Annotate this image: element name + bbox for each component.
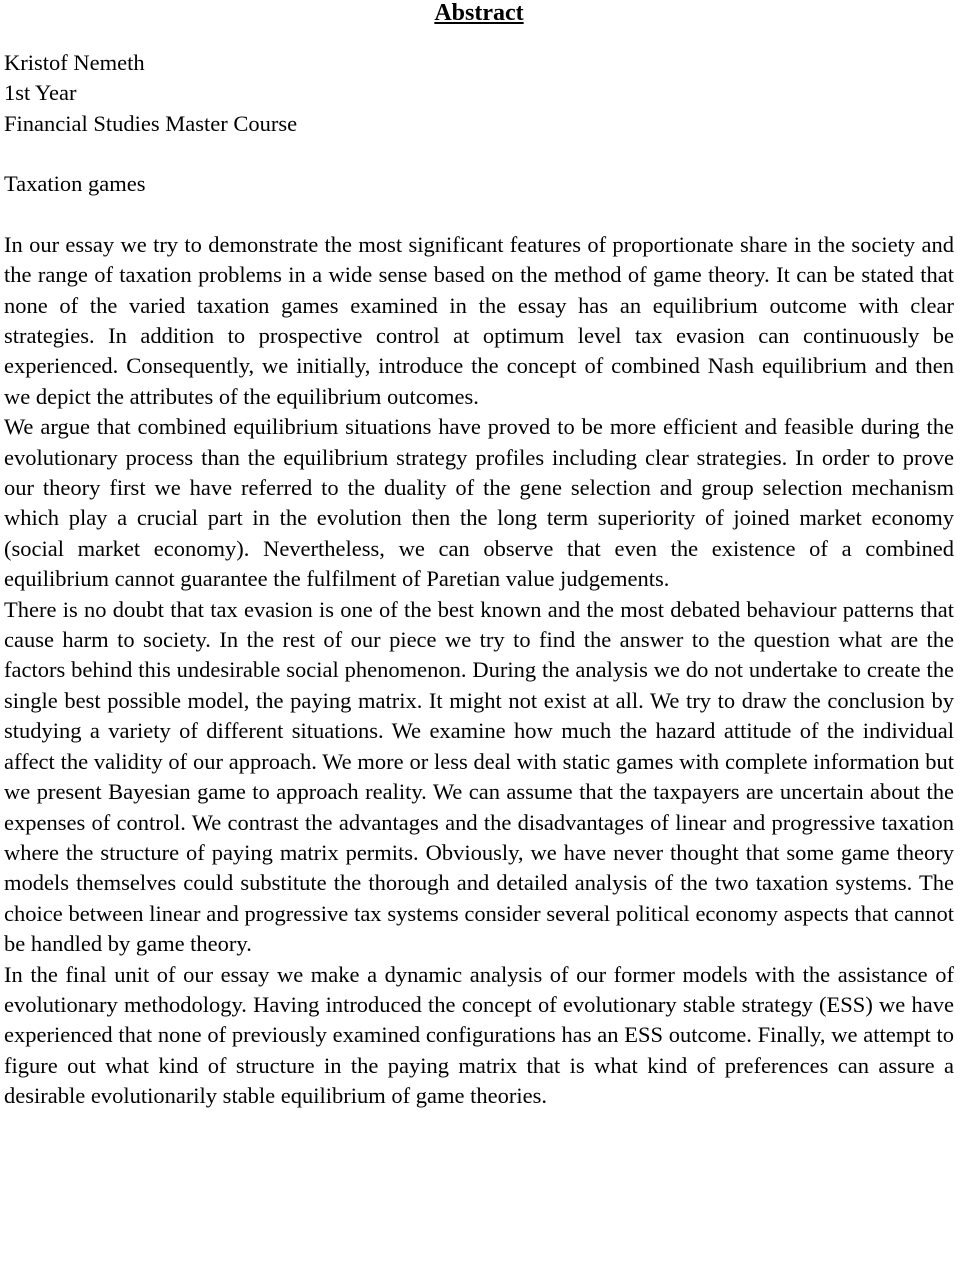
paragraph-3: There is no doubt that tax evasion is one of the best known and the most debated behaviour patterns that cause harm to society. In the rest of our piece we try to find the answer to the question what are the factors behind this undesirable social phenomenon. During the analysis we do not undertake to create the single best possible model, the paying matrix. It might not exist at all. We try to draw the conclusion by studying a variety of different situations. We examine how much the hazard attitude of the individual affect the validity of our approach. We more or less deal with static games with complete information but we present Bayesian game to approach reality. We can assume that the taxpayers are uncertain about the expenses of control. We contrast the advantages and the disadvantages of linear and progressive taxation where the structure of paying matrix permits. Obviously, we have never thought that some game theory models themselves could substitute the thorough and detailed analysis of the two taxation systems. The choice between linear and progressive tax systems consider several political economy aspects that cannot be handled by game theory. — [4, 596, 954, 957]
abstract-body — [4, 230, 954, 1112]
document-page — [4, 0, 954, 1112]
abstract-heading: Abstract — [434, 0, 524, 26]
author-name: Kristof Nemeth — [4, 50, 145, 75]
author-block — [4, 48, 954, 139]
author-year: 1st Year — [4, 80, 77, 106]
paragraph-1: In our essay we try to demonstrate the most significant features of proportionate share in the society and the range of taxation problems in a wide sense based on the method of game theory. It can be stated that none of the varied taxation games examined in the essay has an equilibrium outcome with clear strategies. In addition to prospective control at optimum level tax evasion can continuously be experienced. Consequently, we initially, introduce the concept of combined Nash equilibrium and then we depict the attributes of the equilibrium outcomes. — [4, 231, 954, 409]
essay-title: Taxation games — [4, 171, 146, 197]
paragraph-4: In the final unit of our essay we make a dynamic analysis of our former models with the assistance of evolutionary methodology. Having introduced the concept of evolutionary stable strategy (ESS) we have experienced that none of previously examined configurations has an ESS outcome. Finally, we attempt to figure out what kind of structure in the paying matrix that is what kind of preferences can assure a desirable evolutionarily stable equilibrium of game theories. — [4, 961, 954, 1109]
author-course: Financial Studies Master Course — [4, 110, 298, 136]
paragraph-2: We argue that combined equilibrium situations have proved to be more efficient and feasible during the evolutionary process than the equilibrium strategy profiles including clear strategies. In order to prove our theory first we have referred to the duality of the gene selection and group selection mechanism which play a crucial part in the evolution then the long term superiority of joined market economy (social market economy). Nevertheless, we can observe that even the existence of a combined equilibrium cannot guarantee the fulfilment of Paretian value judgements. — [4, 414, 954, 592]
